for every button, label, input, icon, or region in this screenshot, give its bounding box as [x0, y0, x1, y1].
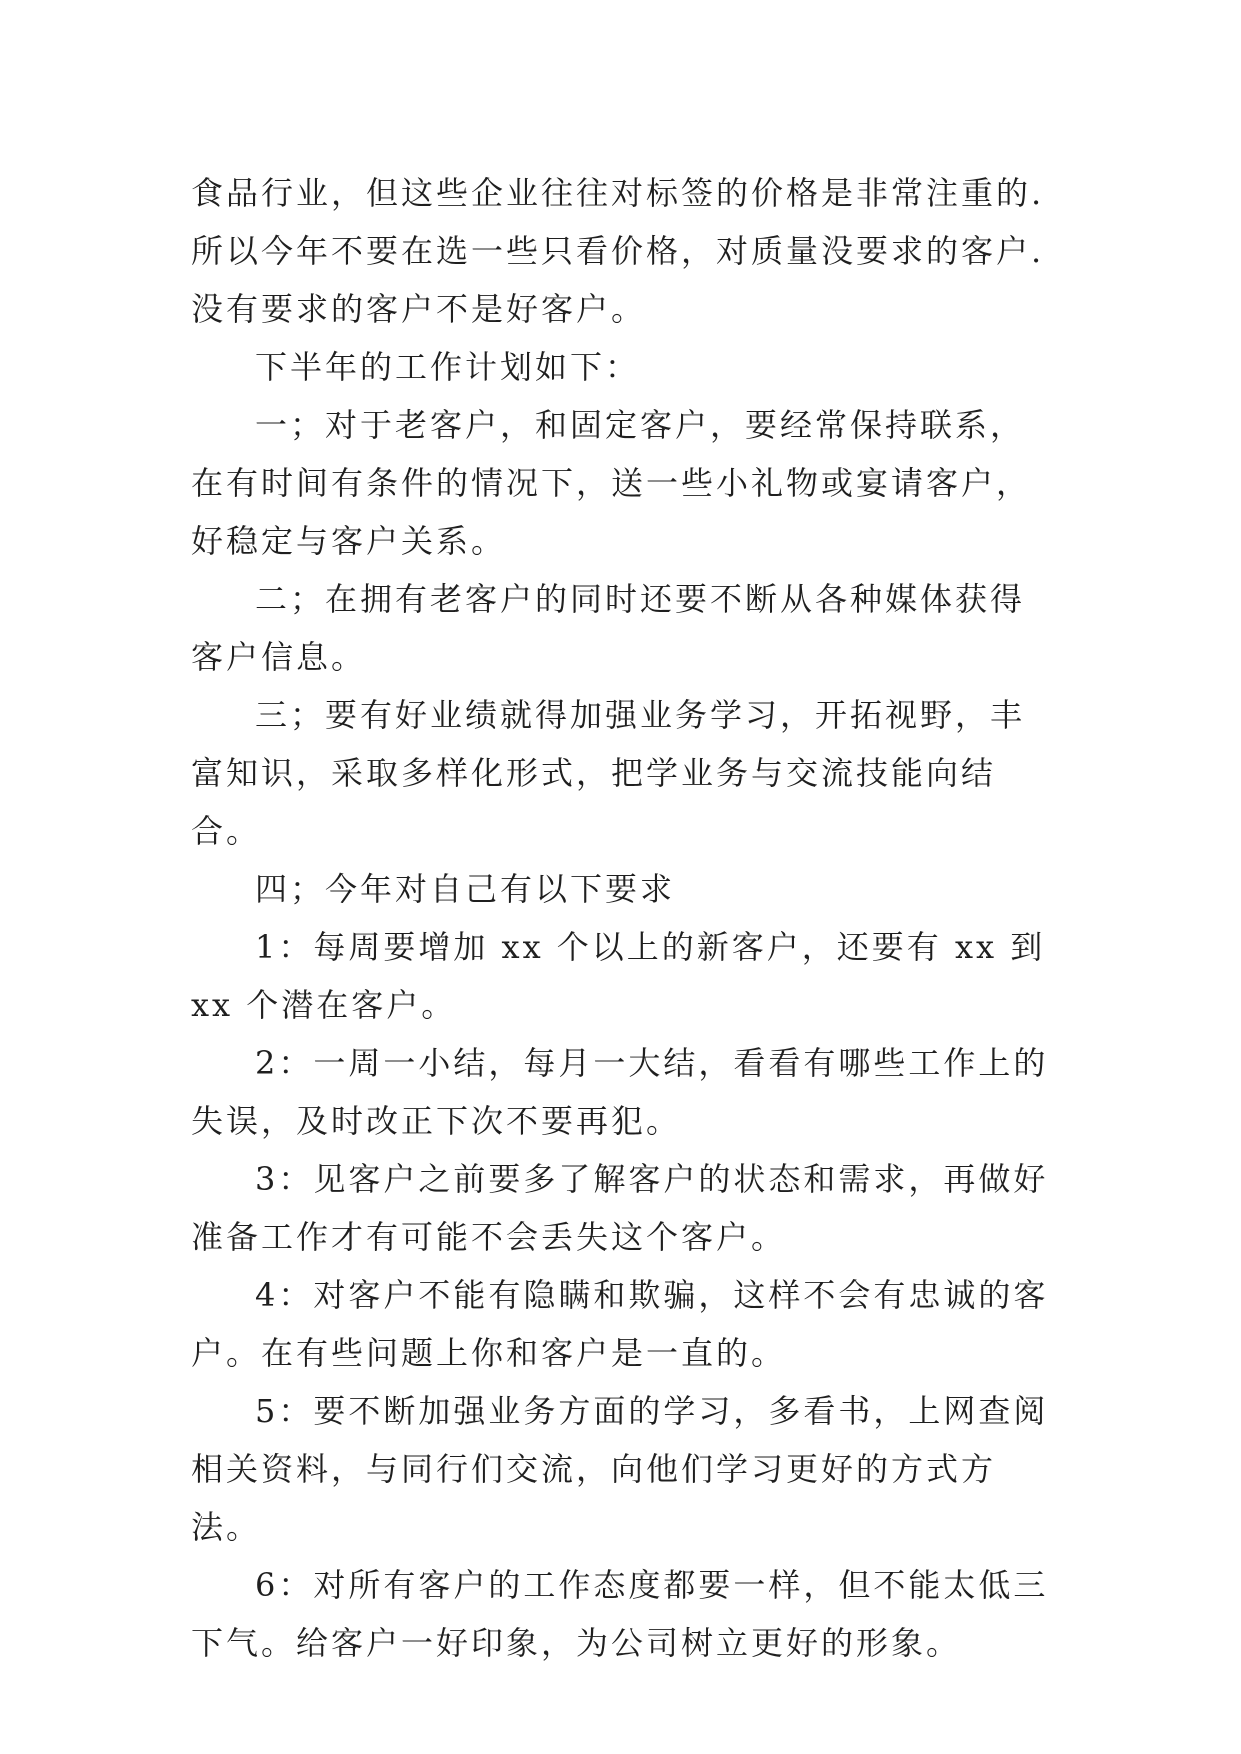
- paragraph-item-one: 一；对于老客户，和固定客户，要经常保持联系，在有时间有条件的情况下，送一些小礼物或宴请客户，好稳定与客户关系。: [191, 406, 1032, 560]
- paragraph-requirement-6: 6：对所有客户的工作态度都要一样，但不能太低三下气。给客户一好印象，为公司树立更好的形象。: [191, 1566, 1049, 1662]
- paragraph-requirement-5: 5：要不断加强业务方面的学习，多看书，上网查阅相关资料，与同行们交流，向他们学习更好的方式方法。: [191, 1392, 1049, 1546]
- paragraph-requirement-1: 1：每周要增加 xx 个以上的新客户，还要有 xx 到 xx 个潜在客户。: [191, 928, 1046, 1024]
- document-body: [191, 164, 1053, 1672]
- paragraph-requirement-4: 4：对客户不能有隐瞒和欺骗，这样不会有忠诚的客户。在有些问题上你和客户是一直的。: [191, 1276, 1049, 1372]
- paragraph-item-four: 四；今年对自己有以下要求: [255, 870, 676, 908]
- paragraph-item-two: 二；在拥有老客户的同时还要不断从各种媒体获得 客户信息。: [191, 580, 1026, 676]
- paragraph-intro-continued: 食品行业，但这些企业往往对标签的价格是非常注重的.所以今年不要在选一些只看价格，对质量没要求的客户.没有要求的客户不是好客户。: [191, 174, 1045, 328]
- paragraph-plan-heading: 下半年的工作计划如下：: [255, 348, 641, 386]
- paragraph-requirement-3: 3：见客户之前要多了解客户的状态和需求，再做好准备工作才有可能不会丢失这个客户。: [191, 1160, 1049, 1256]
- paragraph-requirement-2: 2：一周一小结，每月一大结，看看有哪些工作上的失误，及时改正下次不要再犯。: [191, 1044, 1049, 1140]
- paragraph-item-three: 三；要有好业绩就得加强业务学习，开拓视野，丰富知识，采取多样化形式，把学业务与交流技能向结合。: [191, 696, 1026, 850]
